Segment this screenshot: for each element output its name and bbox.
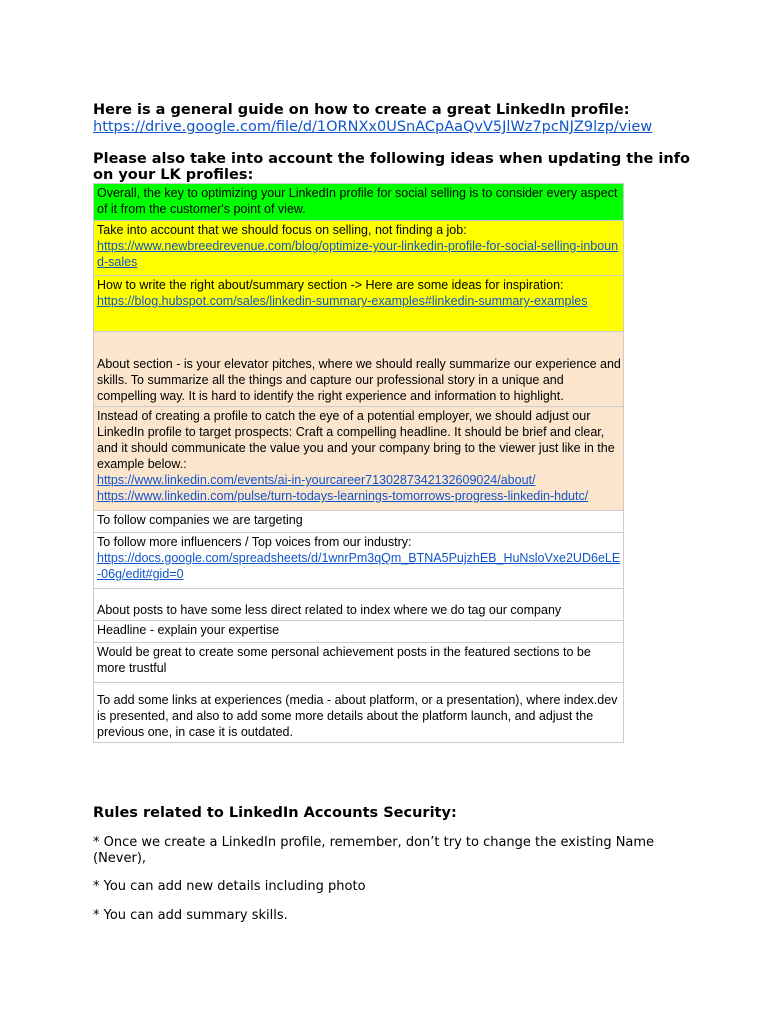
ideas-heading-line1: Please also take into account the following ideas when updating the info: [93, 151, 690, 167]
table-row: [94, 221, 624, 276]
guide-heading: Here is a general guide on how to create a great LinkedIn profile:: [93, 102, 630, 118]
table-row: [94, 332, 624, 407]
idea-text: Would be great to create some personal achievement posts in the featured sections to be more trustful: [97, 645, 591, 675]
idea-text: To add some links at experiences (media - about platform, or a presentation), where index.dev is presented, and also to add some more details about the platform launch, and adjust the previous one, in case it is outdated.: [97, 693, 618, 739]
idea-text: About section - is your elevator pitches, where we should really summarize our experience and skills. To summarize all the things and capture our professional story in a unique and compelling way. It is hard to identify the right experience and information to highlight.: [97, 357, 621, 403]
table-row: [94, 621, 624, 643]
idea-cell-companies: [94, 511, 624, 533]
hubspot-link[interactable]: https://blog.hubspot.com/sales/linkedin-summary-examples#linkedin-summary-examples: [97, 294, 588, 308]
idea-text: Instead of creating a profile to catch the eye of a potential employer, we should adjust our LinkedIn profile to target prospects: Craft a compelling headline. It should be brief and clear, and it should communicate the value you and your company bring to the viewer just like in the example below.:: [97, 409, 615, 471]
ideas-table: [93, 183, 624, 743]
ideas-heading-line2: on your LK profiles:: [93, 167, 254, 183]
idea-cell-headline-prospects: [94, 407, 624, 511]
idea-text: Overall, the key to optimizing your LinkedIn profile for social selling is to consider every aspect of it from the customer's point of view.: [97, 186, 618, 216]
idea-cell-influencers: [94, 533, 624, 589]
security-rule-skills: * You can add summary skills.: [93, 908, 288, 923]
idea-cell-summary: [94, 276, 624, 332]
table-row: [94, 589, 624, 621]
idea-text: Take into account that we should focus on selling, not finding a job:: [97, 223, 467, 237]
idea-cell-posts: [94, 589, 624, 621]
linkedin-event-link[interactable]: https://www.linkedin.com/events/ai-in-yourcareer7130287342132609024/about/: [97, 473, 536, 487]
idea-cell-experiences: [94, 683, 624, 743]
table-row: [94, 184, 624, 221]
idea-cell-achievements: [94, 643, 624, 683]
newbreed-link[interactable]: https://www.newbreedrevenue.com/blog/optimize-your-linkedin-profile-for-social-selling-inbound-sales: [97, 239, 619, 269]
idea-cell-expertise: [94, 621, 624, 643]
guide-link[interactable]: https://drive.google.com/file/d/1ORNXx0USnACpAaQvV5JlWz7pcNJZ9lzp/view: [93, 119, 653, 135]
table-row: [94, 276, 624, 332]
security-heading: Rules related to LinkedIn Accounts Security:: [93, 805, 457, 821]
idea-text: To follow companies we are targeting: [97, 513, 303, 527]
linkedin-pulse-link[interactable]: https://www.linkedin.com/pulse/turn-todays-learnings-tomorrows-progress-linkedin-hdutc/: [97, 489, 589, 503]
idea-text: To follow more influencers / Top voices from our industry:: [97, 535, 412, 549]
table-row: [94, 643, 624, 683]
security-rule-photo: * You can add new details including photo: [93, 879, 366, 894]
idea-cell-overall: [94, 184, 624, 221]
idea-cell-about: [94, 332, 624, 407]
table-row: [94, 533, 624, 589]
idea-text: About posts to have some less direct related to index where we do tag our company: [97, 603, 562, 617]
security-rule-name: * Once we create a LinkedIn profile, remember, don’t try to change the existing Name (Never),: [93, 835, 655, 866]
idea-text: How to write the right about/summary section -> Here are some ideas for inspiration:: [97, 278, 564, 292]
table-row: [94, 511, 624, 533]
idea-cell-selling: [94, 221, 624, 276]
influencers-spreadsheet-link[interactable]: https://docs.google.com/spreadsheets/d/1wnrPm3qQm_BTNA5PujzhEB_HuNsloVxe2UD6eLE-06g/edit#gid=0: [97, 551, 621, 581]
table-row: [94, 407, 624, 511]
table-row: [94, 683, 624, 743]
idea-text: Headline - explain your expertise: [97, 623, 280, 637]
